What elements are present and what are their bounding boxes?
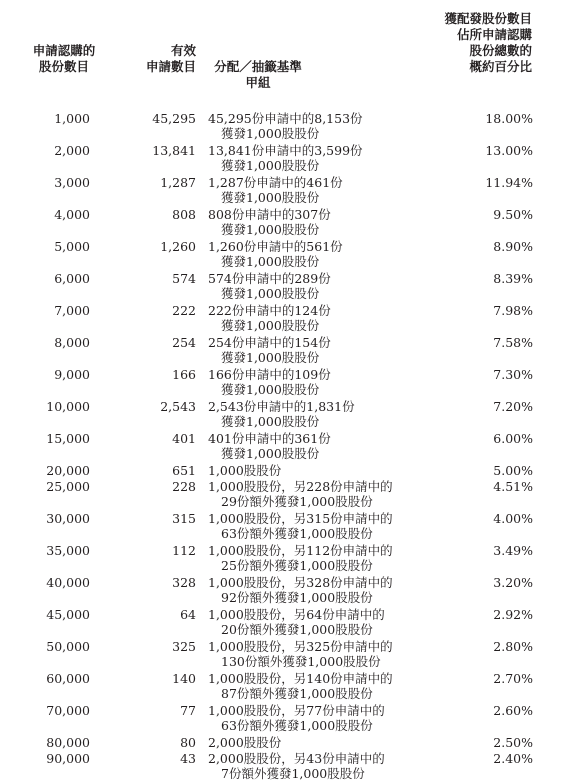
- applied-shares-cell: 60,000: [46, 671, 90, 686]
- allocation-basis-cell: [208, 175, 468, 205]
- basis-line-2: 7份額外獲發1,000股股份: [221, 766, 365, 781]
- basis-line-1: 1,000股股份，另77份申請中的: [208, 703, 385, 718]
- percentage-cell: 4.51%: [493, 479, 533, 494]
- basis-line-2: 獲發1,000股股份: [221, 254, 320, 269]
- allocation-basis-cell: [208, 607, 468, 637]
- percentage-cell: 9.50%: [493, 207, 533, 222]
- percentage-cell: 11.94%: [485, 175, 533, 190]
- valid-applications-cell: 222: [172, 303, 196, 318]
- percentage-cell: 2.70%: [493, 671, 533, 686]
- allocation-basis-cell: [208, 335, 468, 365]
- applied-shares-cell: 35,000: [46, 543, 90, 558]
- basis-line-2: 獲發1,000股股份: [221, 286, 320, 301]
- applied-shares-cell: 10,000: [46, 399, 90, 414]
- percentage-cell: 7.98%: [493, 303, 533, 318]
- allocation-basis-cell: [208, 143, 468, 173]
- basis-line-2: 獲發1,000股股份: [221, 414, 320, 429]
- basis-line-2: 獲發1,000股股份: [221, 382, 320, 397]
- applied-shares-cell: 40,000: [46, 575, 90, 590]
- applied-shares-cell: 9,000: [54, 367, 90, 382]
- valid-applications-cell: 140: [172, 671, 196, 686]
- allocation-basis-cell: [208, 399, 468, 429]
- allocation-basis-cell: [208, 735, 468, 750]
- valid-applications-cell: 325: [172, 639, 196, 654]
- basis-line-1: 401份申請中的361份: [208, 431, 331, 446]
- basis-line-1: 2,543份申請中的1,831份: [208, 399, 355, 414]
- basis-line-2: 63份額外獲發1,000股股份: [221, 526, 373, 541]
- valid-applications-cell: 64: [180, 607, 196, 622]
- header-allocation-basis: 分配／抽籤基準 甲組: [214, 59, 302, 90]
- valid-applications-cell: 77: [180, 703, 196, 718]
- allocation-basis-cell: [208, 431, 468, 461]
- valid-applications-cell: 13,841: [152, 143, 196, 158]
- percentage-cell: 8.39%: [493, 271, 533, 286]
- basis-line-1: 808份申請中的307份: [208, 207, 331, 222]
- allocation-basis-cell: [208, 671, 468, 701]
- allocation-basis-cell: [208, 511, 468, 541]
- allocation-basis-cell: [208, 575, 468, 605]
- applied-shares-cell: 50,000: [46, 639, 90, 654]
- basis-line-1: 1,287份申請中的461份: [208, 175, 343, 190]
- percentage-cell: 2.60%: [493, 703, 533, 718]
- basis-line-1: 166份申請中的109份: [208, 367, 331, 382]
- valid-applications-cell: 574: [172, 271, 196, 286]
- allocation-basis-cell: [208, 207, 468, 237]
- basis-line-2: 63份額外獲發1,000股股份: [221, 718, 373, 733]
- valid-applications-cell: 808: [172, 207, 196, 222]
- percentage-cell: 6.00%: [493, 431, 533, 446]
- valid-applications-cell: 315: [172, 511, 196, 526]
- applied-shares-cell: 8,000: [54, 335, 90, 350]
- percentage-cell: 3.49%: [493, 543, 533, 558]
- basis-line-2: 獲發1,000股股份: [221, 350, 320, 365]
- valid-applications-cell: 228: [172, 479, 196, 494]
- allocation-basis-cell: [208, 751, 468, 781]
- percentage-cell: 2.80%: [493, 639, 533, 654]
- basis-line-2: 獲發1,000股股份: [221, 126, 320, 141]
- valid-applications-cell: 112: [172, 543, 196, 558]
- applied-shares-cell: 30,000: [46, 511, 90, 526]
- basis-line-1: 254份申請中的154份: [208, 335, 331, 350]
- percentage-cell: 18.00%: [485, 111, 533, 126]
- applied-shares-cell: 5,000: [54, 239, 90, 254]
- valid-applications-cell: 166: [172, 367, 196, 382]
- applied-shares-cell: 70,000: [46, 703, 90, 718]
- percentage-cell: 2.40%: [493, 751, 533, 766]
- applied-shares-cell: 25,000: [46, 479, 90, 494]
- basis-line-1: 1,000股股份，另228份申請中的: [208, 479, 393, 494]
- applied-shares-cell: 3,000: [54, 175, 90, 190]
- valid-applications-cell: 254: [172, 335, 196, 350]
- percentage-cell: 8.90%: [493, 239, 533, 254]
- valid-applications-cell: 328: [172, 575, 196, 590]
- allocation-basis-cell: [208, 111, 468, 141]
- header-applied-shares: 申請認購的 股份數目: [32, 43, 96, 74]
- percentage-cell: 7.20%: [493, 399, 533, 414]
- applied-shares-cell: 6,000: [54, 271, 90, 286]
- applied-shares-cell: 90,000: [46, 751, 90, 766]
- basis-line-1: 45,295份申請中的8,153份: [208, 111, 363, 126]
- allocation-basis-cell: [208, 303, 468, 333]
- basis-line-2: 獲發1,000股股份: [221, 222, 320, 237]
- percentage-cell: 2.92%: [493, 607, 533, 622]
- basis-line-2: 92份額外獲發1,000股股份: [221, 590, 373, 605]
- basis-line-2: 87份額外獲發1,000股股份: [221, 686, 373, 701]
- valid-applications-cell: 1,260: [160, 239, 196, 254]
- allocation-basis-cell: [208, 639, 468, 669]
- basis-line-1: 13,841份申請中的3,599份: [208, 143, 363, 158]
- basis-line-2: 130份額外獲發1,000股股份: [221, 654, 381, 669]
- applied-shares-cell: 2,000: [54, 143, 90, 158]
- basis-line-2: 獲發1,000股股份: [221, 446, 320, 461]
- valid-applications-cell: 43: [180, 751, 196, 766]
- allocation-basis-cell: [208, 367, 468, 397]
- allocation-basis-cell: [208, 239, 468, 269]
- basis-line-2: 20份額外獲發1,000股股份: [221, 622, 373, 637]
- basis-line-1: 1,000股股份，另64份申請中的: [208, 607, 385, 622]
- allocation-basis-cell: [208, 703, 468, 733]
- allocation-basis-cell: [208, 543, 468, 573]
- basis-line-2: 獲發1,000股股份: [221, 158, 320, 173]
- applied-shares-cell: 15,000: [46, 431, 90, 446]
- basis-line-1: 1,000股股份，另315份申請中的: [208, 511, 393, 526]
- basis-line-2: 獲發1,000股股份: [221, 318, 320, 333]
- percentage-cell: 4.00%: [493, 511, 533, 526]
- percentage-cell: 7.58%: [493, 335, 533, 350]
- valid-applications-cell: 401: [172, 431, 196, 446]
- allocation-basis-cell: [208, 271, 468, 301]
- percentage-cell: 7.30%: [493, 367, 533, 382]
- valid-applications-cell: 2,543: [160, 399, 196, 414]
- basis-line-1: 1,000股股份，另328份申請中的: [208, 575, 393, 590]
- valid-applications-cell: 80: [180, 735, 196, 750]
- percentage-cell: 5.00%: [493, 463, 533, 478]
- applied-shares-cell: 45,000: [46, 607, 90, 622]
- applied-shares-cell: 7,000: [54, 303, 90, 318]
- applied-shares-cell: 1,000: [54, 111, 90, 126]
- basis-line-1: 2,000股股份: [208, 735, 282, 750]
- percentage-cell: 3.20%: [493, 575, 533, 590]
- header-approx-percentage: 獲配發股份數目 佔所申請認購 股份總數的 概約百分比: [444, 11, 532, 74]
- basis-line-1: 222份申請中的124份: [208, 303, 331, 318]
- allocation-basis-cell: [208, 463, 468, 478]
- basis-line-1: 1,000股股份，另140份申請中的: [208, 671, 393, 686]
- basis-line-1: 1,000股股份: [208, 463, 282, 478]
- allocation-basis-cell: [208, 479, 468, 509]
- basis-line-1: 1,000股股份，另112份申請中的: [208, 543, 393, 558]
- basis-line-1: 574份申請中的289份: [208, 271, 331, 286]
- basis-line-1: 2,000股股份，另43份申請中的: [208, 751, 385, 766]
- valid-applications-cell: 45,295: [152, 111, 196, 126]
- applied-shares-cell: 4,000: [54, 207, 90, 222]
- applied-shares-cell: 80,000: [46, 735, 90, 750]
- percentage-cell: 2.50%: [493, 735, 533, 750]
- valid-applications-cell: 1,287: [160, 175, 196, 190]
- valid-applications-cell: 651: [172, 463, 196, 478]
- basis-line-1: 1,000股股份，另325份申請中的: [208, 639, 393, 654]
- basis-line-2: 25份額外獲發1,000股股份: [221, 558, 373, 573]
- applied-shares-cell: 20,000: [46, 463, 90, 478]
- header-valid-applications: 有效 申請數目: [145, 43, 196, 74]
- basis-line-1: 1,260份申請中的561份: [208, 239, 343, 254]
- basis-line-2: 29份額外獲發1,000股股份: [221, 494, 373, 509]
- basis-line-2: 獲發1,000股股份: [221, 190, 320, 205]
- percentage-cell: 13.00%: [485, 143, 533, 158]
